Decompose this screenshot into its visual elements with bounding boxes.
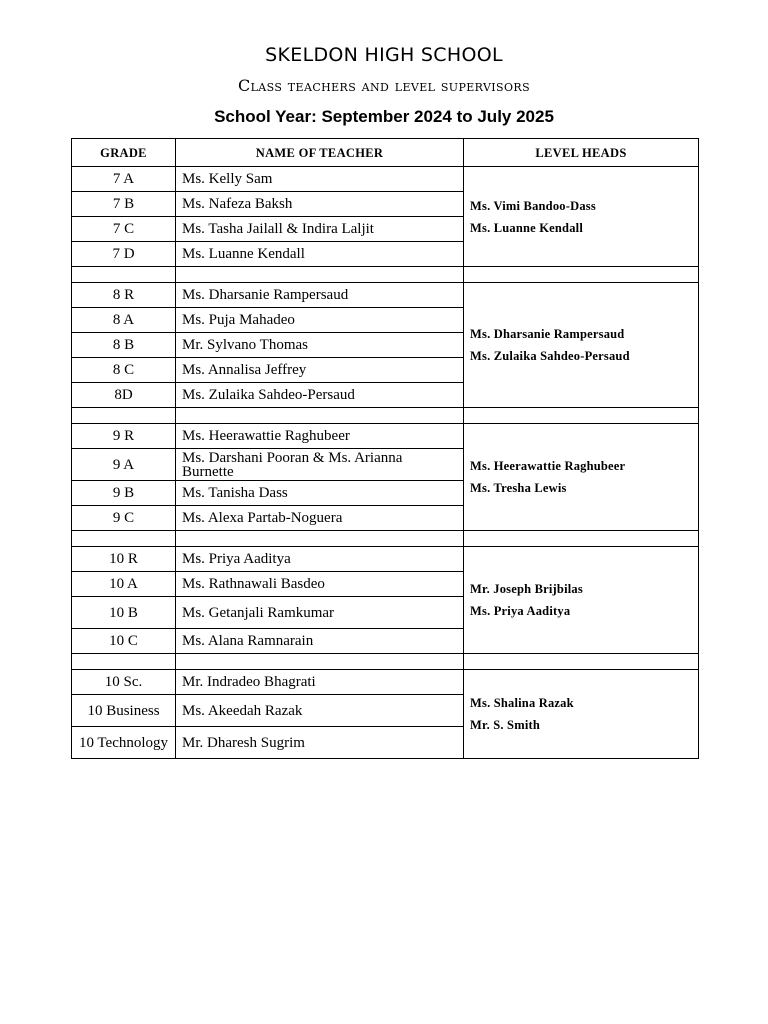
teacher-cell: Ms. Rathnawali Basdeo xyxy=(176,572,464,597)
grade-cell: 9 R xyxy=(72,424,176,449)
teacher-cell: Ms. Getanjali Ramkumar xyxy=(176,597,464,629)
teacher-cell: Mr. Sylvano Thomas xyxy=(176,333,464,358)
teacher-cell: Ms. Tasha Jailall & Indira Laljit xyxy=(176,217,464,242)
teacher-cell: Ms. Nafeza Baksh xyxy=(176,192,464,217)
grade-cell: 8 B xyxy=(72,333,176,358)
spacer-row xyxy=(72,408,699,424)
teacher-cell: Ms. Heerawattie Raghubeer xyxy=(176,424,464,449)
level-head-name: Ms. Dharsanie Rampersaud xyxy=(470,327,625,341)
level-head-name: Ms. Tresha Lewis xyxy=(470,481,567,495)
spacer-row xyxy=(72,654,699,670)
level-heads-cell xyxy=(464,167,699,267)
teacher-cell: Ms. Alana Ramnarain xyxy=(176,629,464,654)
table-row xyxy=(72,167,699,192)
document-subtitle: Class teachers and level supervisors xyxy=(237,76,531,95)
table-row xyxy=(72,547,699,572)
teacher-cell: Ms. Luanne Kendall xyxy=(176,242,464,267)
level-head-name: Ms. Priya Aaditya xyxy=(470,604,571,618)
grade-cell: 7 D xyxy=(72,242,176,267)
grade-cell: 10 A xyxy=(72,572,176,597)
teacher-cell: Ms. Darshani Pooran & Ms. Arianna Burnette xyxy=(176,449,464,481)
grade-cell: 8D xyxy=(72,383,176,408)
level-head-name: Mr. Joseph Brijbilas xyxy=(470,582,583,596)
grade-cell: 10 B xyxy=(72,597,176,629)
level-heads-cell xyxy=(464,283,699,408)
level-head-name: Ms. Zulaika Sahdeo-Persaud xyxy=(470,349,630,363)
teacher-cell: Ms. Tanisha Dass xyxy=(176,481,464,506)
grade-cell: 8 A xyxy=(72,308,176,333)
teacher-cell: Mr. Indradeo Bhagrati xyxy=(176,670,464,695)
column-header-level-heads: LEVEL HEADS xyxy=(464,139,699,167)
teacher-cell: Ms. Zulaika Sahdeo-Persaud xyxy=(176,383,464,408)
grade-cell: 9 C xyxy=(72,506,176,531)
teacher-cell: Mr. Dharesh Sugrim xyxy=(176,727,464,759)
level-heads-cell xyxy=(464,670,699,759)
spacer-row xyxy=(72,267,699,283)
grade-cell: 10 C xyxy=(72,629,176,654)
grade-cell: 10 Business xyxy=(72,695,176,727)
teacher-cell: Ms. Alexa Partab-Noguera xyxy=(176,506,464,531)
level-head-name: Ms. Heerawattie Raghubeer xyxy=(470,459,626,473)
grade-cell: 7 A xyxy=(72,167,176,192)
teacher-cell: Ms. Akeedah Razak xyxy=(176,695,464,727)
teacher-cell: Ms. Kelly Sam xyxy=(176,167,464,192)
class-teachers-table xyxy=(71,138,699,759)
table-header-row xyxy=(72,139,699,167)
grade-cell: 10 Sc. xyxy=(72,670,176,695)
table-row xyxy=(72,424,699,449)
level-head-name: Ms. Luanne Kendall xyxy=(470,220,583,235)
teacher-cell: Ms. Dharsanie Rampersaud xyxy=(176,283,464,308)
teacher-cell: Ms. Priya Aaditya xyxy=(176,547,464,572)
column-header-grade: GRADE xyxy=(72,139,176,167)
grade-cell: 10 Technology xyxy=(72,727,176,759)
level-head-name: Ms. Shalina Razak xyxy=(470,696,574,710)
level-head-name: Ms. Vimi Bandoo-Dass xyxy=(470,198,596,213)
grade-cell: 7 C xyxy=(72,217,176,242)
grade-cell: 8 R xyxy=(72,283,176,308)
spacer-row xyxy=(72,531,699,547)
grade-cell: 9 B xyxy=(72,481,176,506)
school-year: School Year: September 2024 to July 2025 xyxy=(214,107,554,126)
table-row xyxy=(72,670,699,695)
grade-cell: 9 A xyxy=(72,449,176,481)
grade-cell: 7 B xyxy=(72,192,176,217)
column-header-teacher: NAME OF TEACHER xyxy=(176,139,464,167)
school-name: SKELDON HIGH SCHOOL xyxy=(265,44,503,66)
teacher-cell: Ms. Puja Mahadeo xyxy=(176,308,464,333)
table-row xyxy=(72,283,699,308)
level-head-name: Mr. S. Smith xyxy=(470,718,541,732)
level-heads-cell xyxy=(464,547,699,654)
grade-cell: 8 C xyxy=(72,358,176,383)
level-heads-cell xyxy=(464,424,699,531)
teacher-cell: Ms. Annalisa Jeffrey xyxy=(176,358,464,383)
grade-cell: 10 R xyxy=(72,547,176,572)
